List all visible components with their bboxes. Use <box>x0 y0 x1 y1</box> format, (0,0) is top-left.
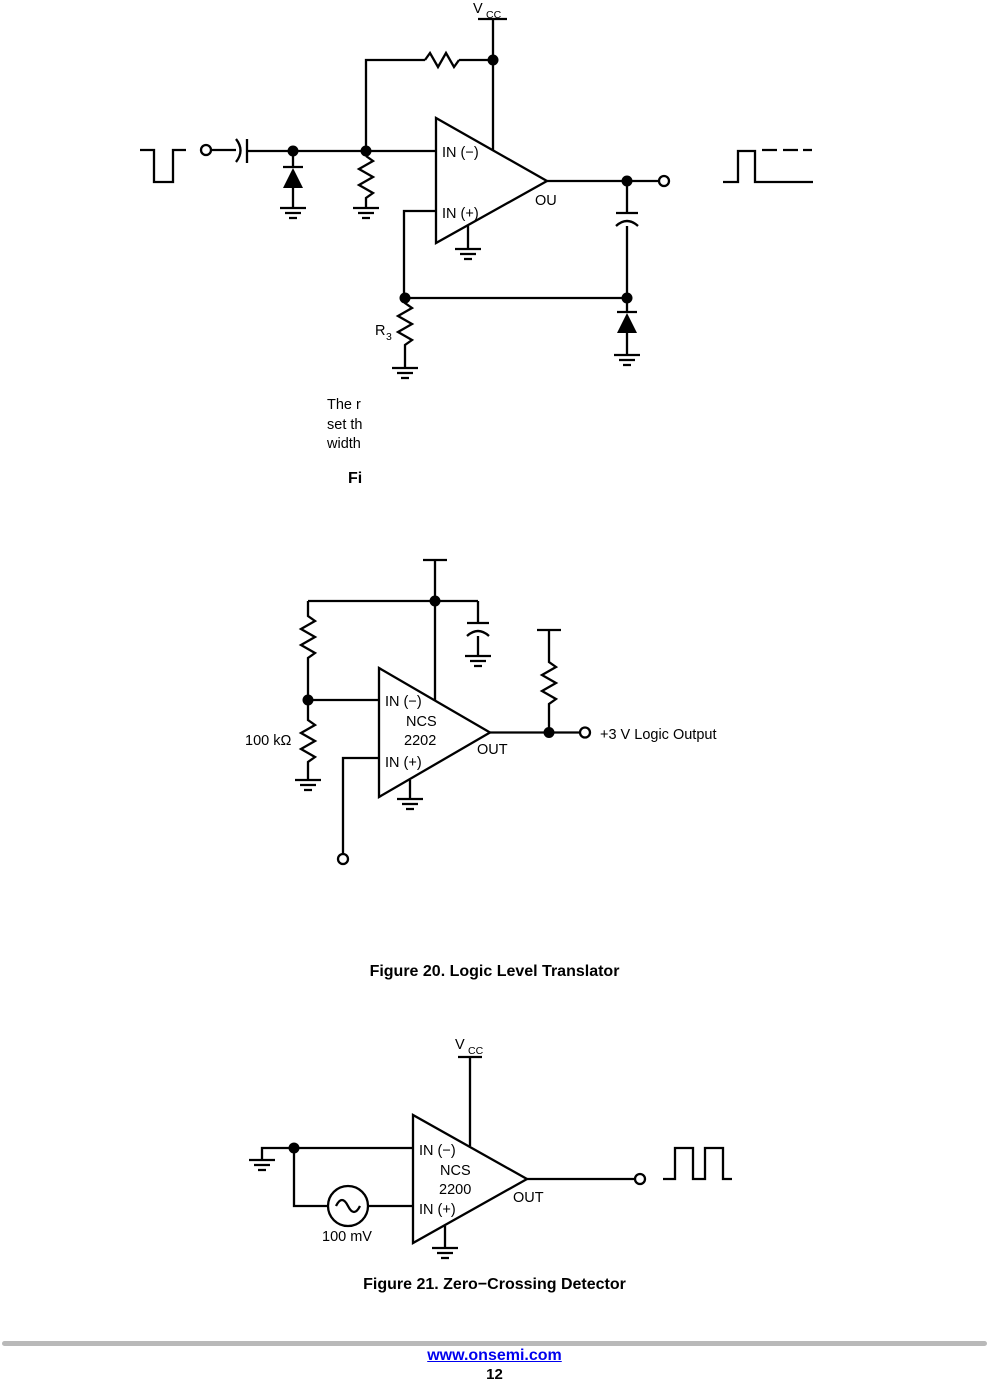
vcc-rail <box>478 19 507 150</box>
in-minus-label: IN (−) <box>385 694 422 710</box>
figure-caption-fragment: Fi <box>348 470 363 487</box>
ground-icon <box>432 1248 458 1258</box>
footer-divider <box>2 1341 987 1346</box>
resistor-icon <box>301 700 315 779</box>
ground-icon <box>455 249 481 259</box>
out-label: OU <box>535 193 557 209</box>
resistor-icon <box>301 601 315 700</box>
input-pulse-waveform <box>140 150 186 182</box>
in-minus-label: IN (−) <box>419 1143 456 1159</box>
wire <box>404 211 436 298</box>
out-label: OUT <box>513 1190 544 1206</box>
ground-icon <box>465 656 491 666</box>
part-number-line2: 2200 <box>439 1182 472 1198</box>
ground-icon <box>397 799 423 809</box>
r3-label: R <box>375 323 386 339</box>
page-number: 12 <box>486 1366 503 1383</box>
vcc-sub-label: CC <box>486 9 502 21</box>
ground-icon <box>295 780 321 790</box>
body-text-line: width <box>327 436 361 452</box>
output-diode-icon <box>617 298 637 354</box>
in-minus-label: IN (−) <box>442 145 479 161</box>
ground-icon <box>353 208 379 218</box>
body-text-line: set th <box>327 416 363 433</box>
onsemi-link[interactable]: www.onsemi.com <box>427 1347 562 1364</box>
vcc-label: V <box>455 1037 465 1053</box>
ground-icon <box>280 208 306 218</box>
resistor-icon <box>359 156 373 207</box>
feedback-resistor-icon <box>425 53 459 67</box>
figure-19-circuit <box>140 19 813 378</box>
ground-icon <box>614 355 640 365</box>
output-pulse-waveform <box>723 151 813 182</box>
supply-rail <box>423 560 447 700</box>
source-value-label: 100 mV <box>322 1229 372 1245</box>
r3-resistor-icon <box>398 298 412 367</box>
coupling-capacitor-icon <box>236 139 247 163</box>
logic-output-label: +3 V Logic Output <box>600 727 717 743</box>
junction-dot <box>544 727 555 738</box>
vcc-sub-label: CC <box>468 1045 484 1057</box>
body-text-line: The r <box>327 397 361 413</box>
in-plus-label: IN (+) <box>419 1202 456 1218</box>
in-plus-label: IN (+) <box>385 755 422 771</box>
wire <box>262 1148 413 1159</box>
junction-dot <box>288 146 299 157</box>
figure-21-caption: Figure 21. Zero−Crossing Detector <box>363 1276 626 1293</box>
part-number-line1: NCS <box>440 1163 471 1179</box>
footer <box>0 1347 989 1365</box>
wire <box>294 1148 328 1206</box>
input-terminal <box>201 145 211 155</box>
output-square-waveform <box>663 1148 732 1179</box>
wire <box>343 758 379 853</box>
in-plus-label: IN (+) <box>442 206 479 222</box>
figure-20-caption: Figure 20. Logic Level Translator <box>369 963 620 980</box>
capacitor-icon <box>467 623 489 636</box>
wire <box>366 60 425 151</box>
capacitor-icon <box>616 213 638 226</box>
figure-21-circuit <box>249 1057 732 1258</box>
part-number-line1: NCS <box>406 714 437 730</box>
pullup-resistor <box>537 630 561 732</box>
vcc-rail <box>458 1057 482 1146</box>
figure-20-circuit <box>295 560 590 864</box>
resistor-value-label: 100 kΩ <box>245 733 292 749</box>
output-terminal <box>635 1174 645 1184</box>
opamp-symbol <box>436 118 547 243</box>
vcc-label: V <box>473 1 483 17</box>
clamp-diode-icon <box>283 156 303 207</box>
body-text-fragment <box>327 396 362 455</box>
part-number-line2: 2202 <box>404 733 437 749</box>
sine-source-icon <box>328 1186 368 1226</box>
ground-icon <box>392 368 418 378</box>
out-label: OUT <box>477 742 508 758</box>
output-terminal <box>659 176 669 186</box>
output-terminal <box>580 728 590 738</box>
ground-icon <box>249 1160 275 1170</box>
r3-sub-label: 3 <box>386 331 392 343</box>
input-terminal <box>338 854 348 864</box>
